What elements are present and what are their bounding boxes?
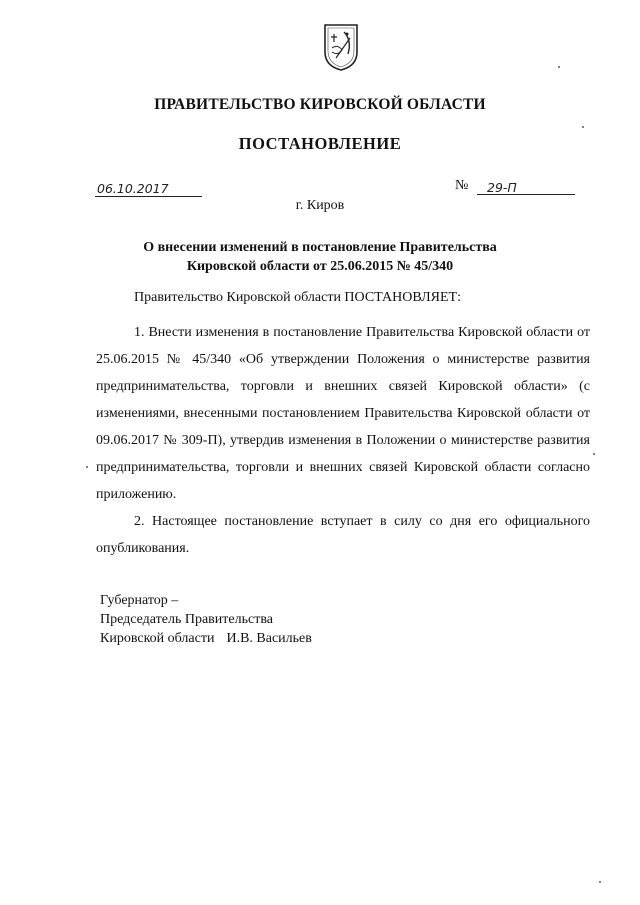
decree-date: 06.10.2017 [97,181,169,196]
paragraph-1: 1. Внести изменения в постановление Правительства Кировской области от 25.06.2015 № 45/340 «Об утверждении Положения о министерстве развития предпринимательства, торговли и внешних связей Кировской области» (с изменениями, внесенными постановлением Правительства Кировской области от 09.06.2017 № 309-П), утвердив изменения в Положении о министерстве развития предпринимательства, торговли и внешних связей Кировской области согласно приложению. [96,325,590,502]
subject-line-1: О внесении изменений в постановление Правительства [143,240,497,255]
scan-speck [593,453,595,455]
scan-speck [86,466,88,468]
signature-line-2: Председатель Правительства [100,612,273,627]
document-type-title: ПОСТАНОВЛЕНИЕ [238,134,402,153]
signatory-name: И.В. Васильев [226,631,312,646]
signature-line-3 [100,629,312,648]
subject-line-2: Кировской области от 25.06.2015 № 45/340 [186,259,454,274]
city: г. Киров [295,198,345,213]
decree-number: 29-П [487,180,517,195]
coat-of-arms-icon [322,22,360,72]
signature-region: Кировской области [100,631,215,646]
number-underline [477,194,575,195]
scan-speck [558,66,560,68]
paragraph-2: 2. Настоящее постановление вступает в силу со дня его официального опубликования. [96,514,590,556]
number-sign: № [455,178,469,193]
scan-speck [582,126,584,128]
preamble: Правительство Кировской области ПОСТАНОВЛЯЕТ: [134,290,461,305]
signature-block [100,591,312,648]
government-title: ПРАВИТЕЛЬСТВО КИРОВСКОЙ ОБЛАСТИ [154,96,486,113]
signature-line-1: Губернатор – [100,593,179,608]
date-underline [95,196,202,197]
scan-speck [599,881,601,883]
decree-subject [0,238,640,276]
